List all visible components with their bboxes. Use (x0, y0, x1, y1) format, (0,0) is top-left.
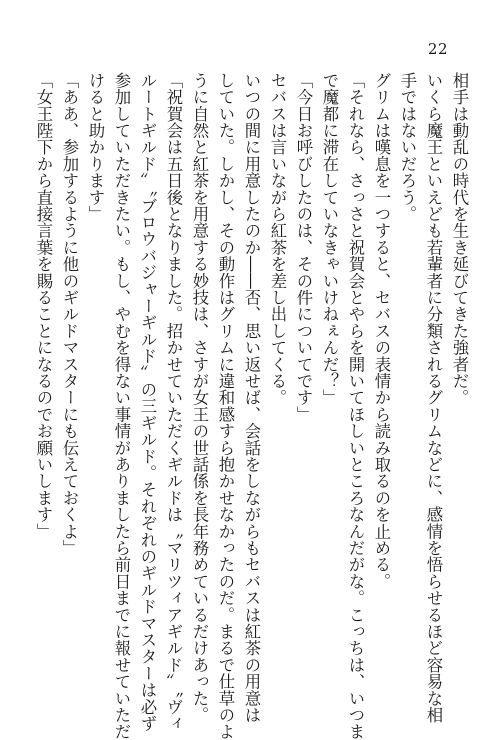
text-line: 「それなら、さっさと祝賀会とやらを開いてほしいところなんだがな。こっちは、いつま (346, 72, 365, 740)
body-text (34, 72, 472, 740)
text-line: 相手は動乱の時代を生き延びてきた強者だ。 (450, 72, 469, 406)
text-line: ルートギルド〟〝ブロウバジャーギルド〟の三ギルド。それぞれのギルドマスターは必ず (138, 72, 157, 732)
text-line: いくら魔王といえども若輩者に分類されるグリムなどに、感情を悟らせるほど容易な相 (424, 72, 443, 724)
text-line: けると助かります」 (86, 72, 105, 223)
text-line: セバスは言いながら紅茶を差し出してくる。 (268, 72, 287, 406)
text-line: いつの間に用意したのか――否、思い返せば、会話をしながらもセバスは紅茶の用意は (242, 72, 261, 724)
text-line: 手ではないだろう。 (398, 72, 417, 223)
text-line: 参加していただきたい。もし、やむを得ない事情がありましたら前日までに報せていただ (112, 72, 131, 740)
text-line: 「女王陛下から直接言葉を賜ることになるのでお願いします」 (34, 72, 53, 540)
text-line: 「祝賀会は五日後となりました。招かせていただくギルドは〝マリツィアギルド〟〝ヴィ (164, 72, 183, 732)
text-line: 「今日お呼びしたのは、その件についてです」 (294, 72, 313, 423)
text-line: うに自然と紅茶を用意する妙技は、さすが女王の世話係を長年務めているだけあった。 (190, 72, 209, 724)
text-line: グリムは嘆息を一つすると、セバスの表情から読み取るのを止める。 (372, 72, 391, 590)
text-line: で魔都に滞在していなきゃいけねぇんだ？」 (320, 72, 339, 406)
text-line: していた。しかし、その動作はグリムに違和感すら抱かせなかったのだ。まるで仕草のよ (216, 72, 235, 740)
text-line: 「ああ、参加するように他のギルドマスターにも伝えておくよ」 (60, 72, 79, 557)
page-number: 22 (427, 40, 448, 58)
